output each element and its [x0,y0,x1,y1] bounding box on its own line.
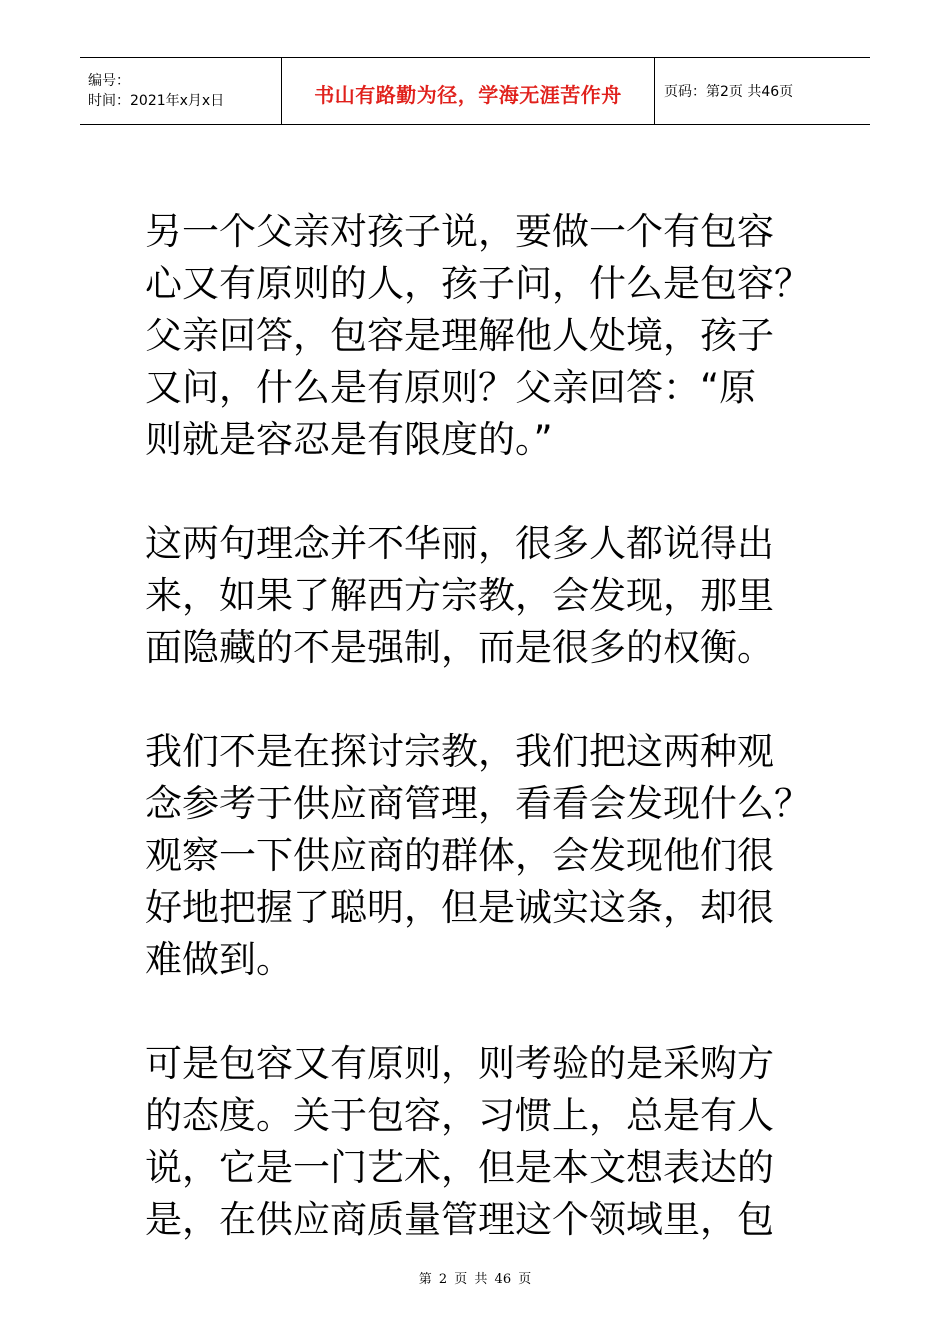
document-body [145,206,825,1298]
header-meta [80,58,281,124]
page-header [80,57,870,125]
paragraph-1: 另一个父亲对孩子说，要做一个有包容 心又有原则的人，孩子问，什么是包容？ 父亲回答，包容是理解他人处境，孩子 又问，什么是有原则？父亲回答：“原 则就是容忍是有限度的。” [145,210,811,461]
header-motto-cell [281,58,655,124]
page-footer [0,1268,950,1287]
footer-page-number: 第 2 页 共 46 页 [418,1272,532,1287]
motto-text: 书山有路勤为径，学海无涯苦作舟 [314,82,622,107]
paragraph-3: 我们不是在探讨宗教，我们把这两种观 念参考于供应商管理，看看会发现什么？ 观察一下供应商的群体，会发现他们很 好地把握了聪明，但是诚实这条，却很 难做到。 [145,730,811,981]
header-page-info: 页码：第2页 共46页 [664,84,794,100]
paragraph-2: 这两句理念并不华丽，很多人都说得出 来，如果了解西方宗教，会发现，那里 面隐藏的不是强制，而是很多的权衡。 [145,522,774,669]
paragraph-4: 可是包容又有原则，则考验的是采购方 的态度。关于包容，习惯上，总是有人 说，它是一门艺术，但是本文想表达的 是，在供应商质量管理这个领域里，包 [145,1042,774,1241]
time-label: 时间：2021年x月x日 [88,93,225,109]
serial-number-label: 编号： [88,73,130,89]
header-page-cell [655,58,870,124]
